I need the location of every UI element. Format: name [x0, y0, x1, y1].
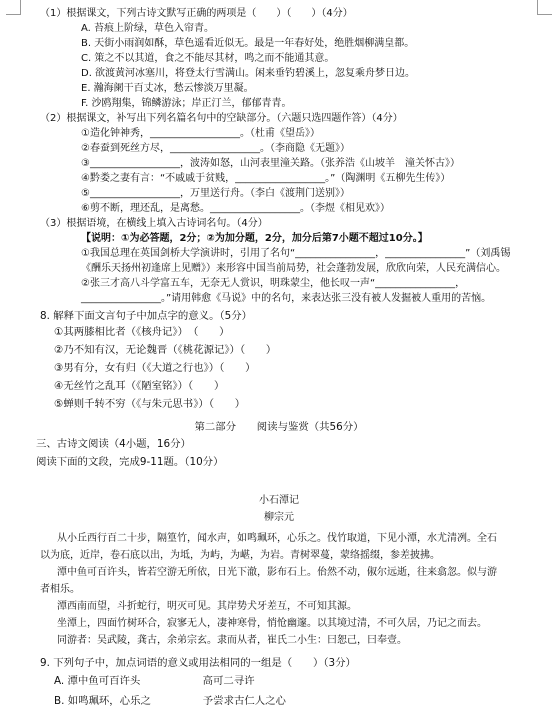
text-line: ①我国总理在英国剑桥大学演讲时，引用了名句“________________，________________”（刘禹锡 — [81, 248, 511, 259]
text-line: （3）根据语境，在横线上填入古诗词名句。（4分） — [40, 218, 268, 229]
text-line: 《酬乐天扬州初逢席上见赠》）来形容中国当前局势，社会蓬勃发展，欣欣向荣，人民充满信心。 — [81, 263, 506, 274]
text-line: B. 天街小雨润如酥，草色遥看近似无。最是一年春好处，绝胜烟柳满皇都。 — [81, 38, 415, 49]
text-line: 小石潭记 — [259, 495, 299, 506]
text-line: 【说明：①为必答题，2分；②为加分题，2分，加分后第7小题不超过10分。】 — [81, 233, 428, 244]
text-line: ②春蚕到死丝方尽，__________________。（李商隐《无题》） — [81, 143, 350, 154]
text-line: ②张三才高八斗学富五车，无奈无人赏识，明珠蒙尘，他长叹一声“________________， — [81, 278, 466, 289]
text-line: ⑥剪不断，理还乱，是离愁。__________________。（李煜《相见欢》） — [81, 203, 390, 214]
text-line: D. 欲渡黄河冰塞川，将登太行雪满山。闲来垂钓碧溪上，忽复乘舟梦日边。 — [81, 68, 416, 79]
text-line: ⑤蝉则千转不穷（《与朱元思书》）（ ） — [54, 398, 246, 410]
text-line: 阅读下面的文段，完成9-11题。（10分） — [36, 456, 224, 468]
text-line: ④黔娄之妻有言：“不戚戚于贫贱，__________________。”（陶渊明《五柳先生传》） — [81, 173, 451, 184]
text-line: A. 苔痕上阶绿，草色入帘青。 — [81, 23, 215, 34]
text-line: ⑤__________________，万里送行舟。（李白《渡荆门送别》） — [81, 188, 350, 199]
text-line: ①造化钟神秀，__________________。（杜甫《望岳》） — [81, 128, 320, 139]
text-line: ④无丝竹之乱耳（《陋室铭》）（ ） — [54, 380, 225, 392]
text-line: ________________。”请用韩愈《马说》中的名句，来表达张三没有被人发掘被人重用的苦恼。 — [81, 293, 492, 304]
text-line: 从小丘西行百二十步，隔篁竹，闻水声，如鸣珮环，心乐之。伐竹取道，下见小潭，水尤清冽。全石 — [57, 533, 497, 544]
text-line: 9. 下列句子中，加点词语的意义或用法相同的一组是（ ）（3分） — [40, 657, 356, 669]
text-line: （2）根据课文，补写出下列名篇名句中的空缺部分。（六题只选四题作答）（4分） — [40, 113, 403, 124]
text-line: 第二部分 阅读与鉴赏（共56分） — [194, 421, 364, 433]
text-line: 8. 解释下面文言句子中加点字的意义。（5分） — [40, 310, 253, 322]
text-line: 以为底，近岸，卷石底以出，为坻，为屿，为嵁，为岩。青树翠蔓，蒙络摇缀，参差披拂。 — [40, 550, 440, 561]
text-line: 柳宗元 — [264, 512, 294, 523]
text-line: F. 沙鸥翔集，锦鳞游泳；岸正汀兰，郁郁青青。 — [81, 98, 292, 109]
text-line: ②乃不知有汉，无论魏晋（《桃花源记》）（ ） — [54, 344, 277, 356]
text-line: 者相乐。 — [40, 584, 80, 595]
text-line: ③男有分，女有归（《大道之行也》）（ ） — [54, 362, 256, 374]
text-line: C. 策之不以其道，食之不能尽其材，鸣之而不能通其意。 — [81, 53, 335, 64]
text-line: E. 瀚海阑干百丈冰，愁云惨淡万里凝。 — [81, 83, 254, 94]
text-line: A. 潭中鱼可百许头 高可二寻许 — [54, 675, 255, 687]
text-line: B. 如鸣珮环，心乐之 予尝求古仁人之心 — [54, 695, 286, 707]
page-corner-mark-left — [6, 0, 21, 15]
text-line: 同游者：吴武陵，龚古，余弟宗玄。隶而从者，崔氏二小生：曰恕己，曰奉壹。 — [57, 635, 407, 646]
text-line: 潭西南而望，斗折蛇行，明灭可见。其岸势犬牙差互，不可知其源。 — [57, 601, 357, 612]
text-line: （1）根据课文，下列古诗文默写正确的两项是（ ）（ ）（4分） — [40, 8, 353, 19]
text-line: 坐潭上，四面竹树环合，寂寥无人，凄神寒骨，悄怆幽邃。以其境过清，不可久居，乃记之而去。 — [57, 618, 487, 629]
text-line: 三、古诗文阅读（4小题，16分） — [36, 438, 191, 450]
text-line: 潭中鱼可百许头，皆若空游无所依，日光下澈，影布石上。佁然不动，俶尔远逝，往来翕忽。似与游 — [57, 567, 497, 578]
text-line: ③__________________，波涛如怒，山河表里潼关路。（张养浩《山坡羊 潼关怀古》） — [81, 158, 460, 169]
text-line: ①其两膝相比者（《核舟记》） （ ） — [54, 326, 230, 338]
page-corner-mark-right — [537, 0, 552, 15]
